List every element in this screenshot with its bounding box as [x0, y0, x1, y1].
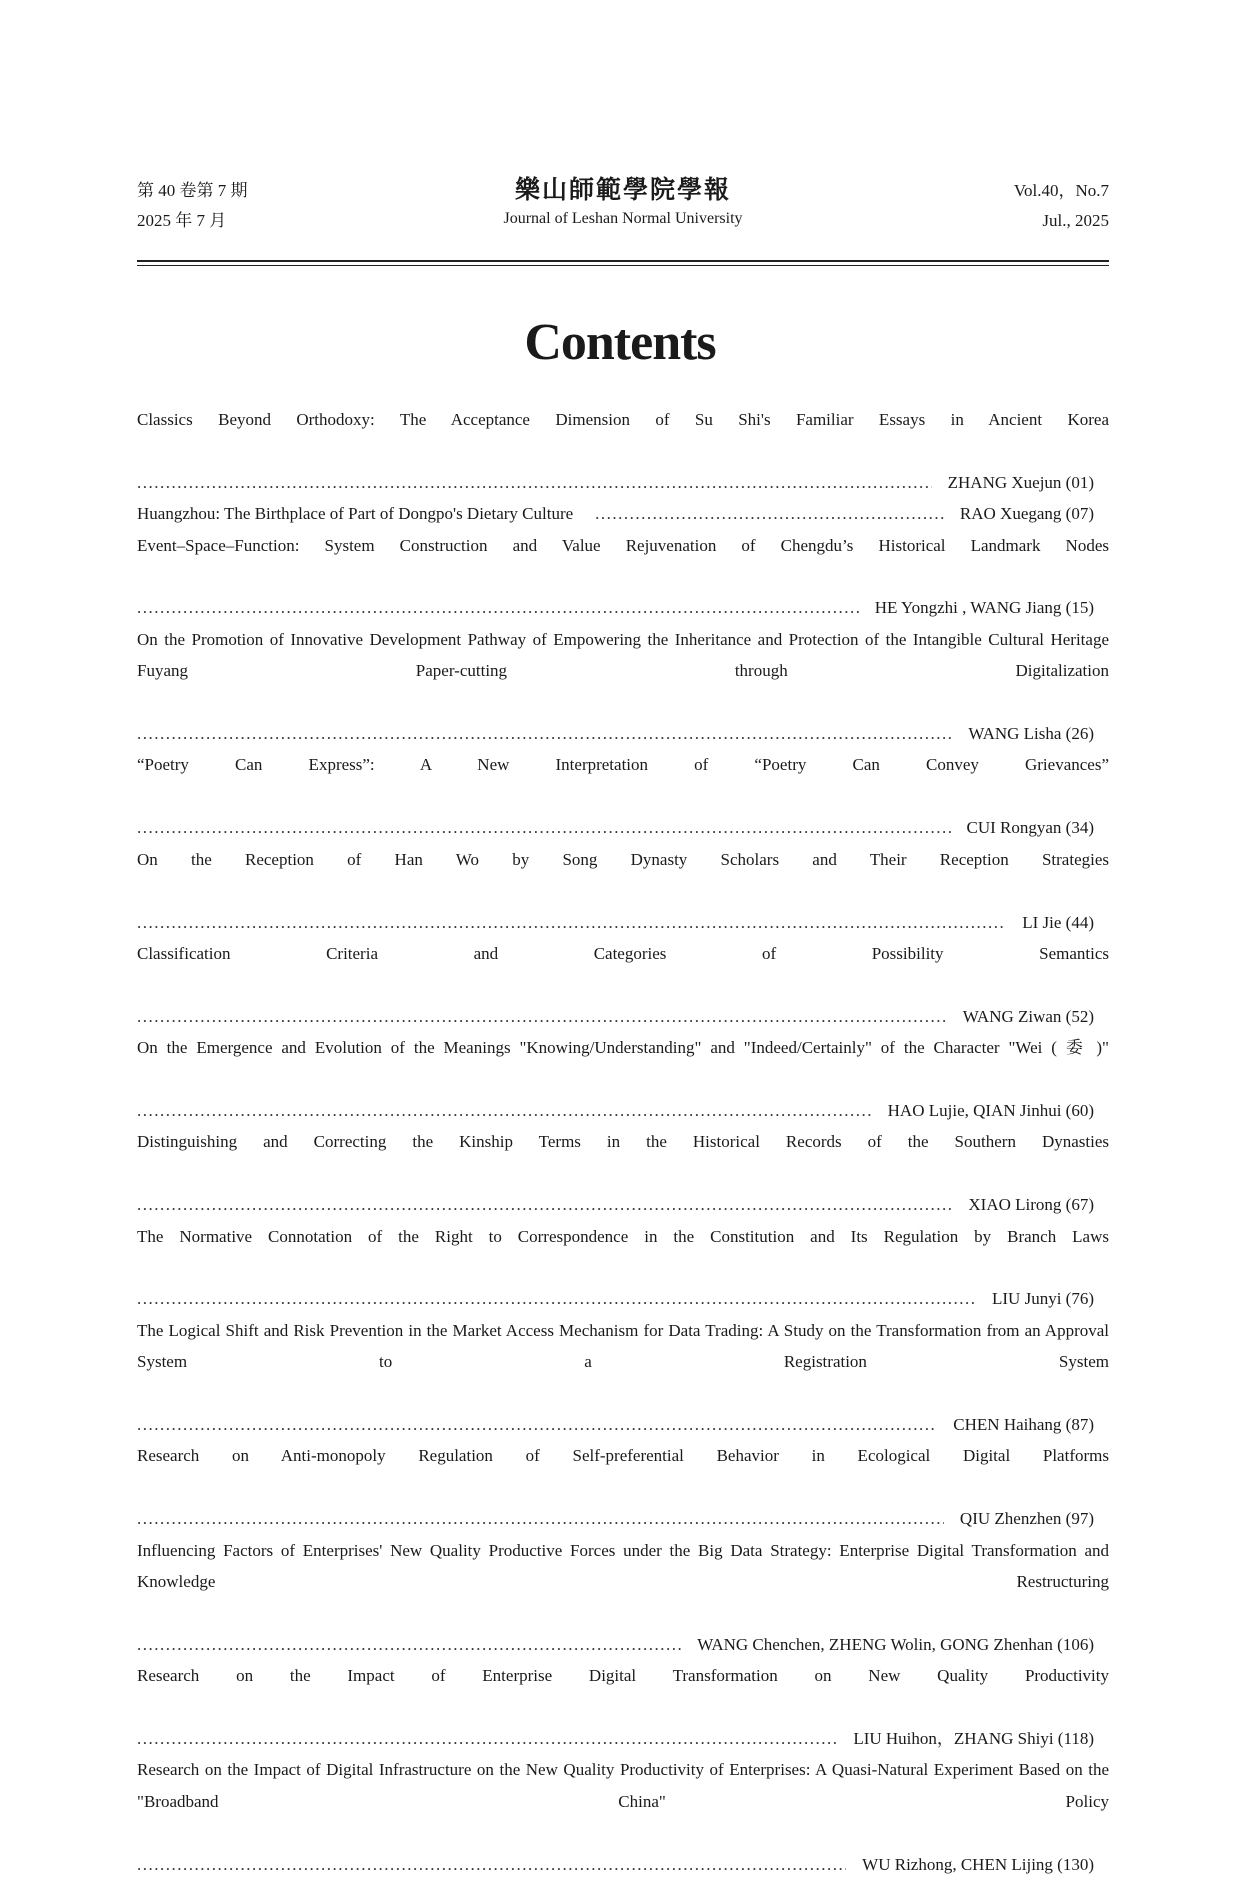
article-page: (67): [1065, 1195, 1094, 1215]
article-author: LI Jie: [1022, 912, 1062, 932]
article-page: (106): [1057, 1634, 1094, 1654]
article-title[interactable]: Classification Criteria and Categories of Possibility Semantics: [137, 943, 1109, 963]
article-title[interactable]: Distinguishing and Correcting the Kinship Terms in the Historical Records of the Southern Dynasties: [137, 1132, 1109, 1152]
toc-entry: [137, 938, 1109, 1032]
author-pages: [951, 812, 1095, 843]
toc-entry: [137, 1221, 1109, 1315]
article-author: WANG Lisha: [968, 724, 1062, 744]
header-rule-thin: [137, 265, 1109, 266]
toc-leader: [137, 1189, 1094, 1220]
article-title[interactable]: Classics Beyond Orthodoxy: The Acceptance Dimension of Su Shi's Familiar Essays in Ancient Korea: [137, 410, 1109, 429]
toc-entry: [137, 749, 1109, 843]
article-page: (130): [1057, 1854, 1094, 1874]
toc-entry: [137, 1440, 1109, 1534]
author-pages: [846, 1849, 1094, 1880]
dot-leader: [137, 1283, 976, 1314]
dot-leader: [137, 718, 952, 749]
article-page: (26): [1065, 724, 1094, 744]
article-page: (07): [1065, 504, 1094, 524]
toc-leader: [137, 718, 1094, 749]
article-author: WANG Ziwan: [962, 1006, 1062, 1026]
article-title[interactable]: The Normative Connotation of the Right to Correspondence in the Constitution and Its Regulation by Branch Laws: [137, 1226, 1109, 1246]
article-author: WANG Chenchen, ZHENG Wolin, GONG Zhenhan: [697, 1634, 1053, 1654]
toc-entry: [137, 1535, 1109, 1661]
dot-leader: [595, 498, 944, 529]
article-page: (118): [1057, 1729, 1094, 1749]
article-author: RAO Xuegang: [959, 504, 1062, 524]
journal-header: [137, 176, 1109, 246]
date-cn: 2025 年 7 月: [137, 211, 227, 230]
dot-leader: [137, 1503, 944, 1534]
article-author: WU Rizhong, CHEN Lijing: [862, 1854, 1053, 1874]
article-page: (60): [1065, 1100, 1094, 1120]
article-title[interactable]: “Poetry Can Express”: A New Interpretation of “Poetry Can Convey Grievances”: [137, 755, 1109, 775]
article-author: HE Yongzhi , WANG Jiang: [874, 598, 1062, 618]
article-page: (01): [1065, 472, 1094, 492]
volume-cn: 第 40 卷第 7 期: [137, 181, 248, 200]
toc-leader: [137, 1001, 1094, 1032]
toc-entry: [137, 498, 1109, 529]
table-of-contents: [137, 404, 1109, 1880]
author-pages: [837, 1723, 1094, 1754]
article-page: (44): [1065, 912, 1094, 932]
article-author: HAO Lujie, QIAN Jinhui: [887, 1100, 1062, 1120]
toc-leader: [137, 812, 1094, 843]
dot-leader: [137, 1629, 681, 1660]
article-title[interactable]: Event–Space–Function: System Construction and Value Rejuvenation of Chengdu’s Historical Landmark Nodes: [137, 535, 1109, 555]
toc-leader: [137, 467, 1094, 498]
article-page: (15): [1065, 598, 1094, 618]
dot-leader: [137, 812, 951, 843]
toc-leader: [137, 1723, 1094, 1754]
toc-leader: [137, 1849, 1094, 1880]
author-pages: [859, 592, 1094, 623]
article-title[interactable]: Research on the Impact of Enterprise Digital Transformation on New Quality Productivity: [137, 1666, 1109, 1686]
author-pages: [1006, 907, 1094, 938]
toc-entry: [137, 1660, 1109, 1754]
author-pages: [944, 1503, 1094, 1534]
author-pages: [947, 1001, 1094, 1032]
toc-entry: [137, 1315, 1109, 1441]
dot-leader: [137, 1189, 952, 1220]
toc-entry: [137, 1126, 1109, 1220]
dot-leader: [137, 1409, 937, 1440]
author-pages: [932, 467, 1094, 498]
dot-leader: [137, 1723, 837, 1754]
article-author: ZHANG Xuejun: [947, 472, 1062, 492]
author-pages: [952, 718, 1094, 749]
article-page: (87): [1065, 1415, 1094, 1434]
dot-leader: [137, 907, 1006, 938]
dot-leader: [137, 592, 859, 623]
toc-leader: [137, 592, 1094, 623]
author-pages: [944, 498, 1094, 529]
article-title[interactable]: Research on Anti-monopoly Regulation of Self-preferential Behavior in Ecological Digital Platforms: [137, 1446, 1109, 1466]
toc-leader: [137, 1095, 1094, 1126]
article-author: CUI Rongyan: [966, 818, 1062, 838]
article-author: LIU Junyi: [992, 1289, 1062, 1309]
article-title[interactable]: Research on the Impact of Digital Infrastructure on the New Quality Productivity of Enterprises: A Quasi-Natural Experiment Based on the "Broadband China" Policy: [137, 1760, 1109, 1811]
dot-leader: [137, 1849, 846, 1880]
article-title[interactable]: On the Promotion of Innovative Development Pathway of Empowering the Inheritance and Protection of the Intangible Cultural Heritage Fuyang Paper-cutting through Digitalization: [137, 629, 1109, 681]
author-pages: [681, 1629, 1094, 1660]
header-rule-thick: [137, 260, 1109, 262]
article-author: XIAO Lirong: [968, 1195, 1062, 1215]
article-page: (76): [1065, 1289, 1094, 1309]
article-author: LIU Huihon，ZHANG Shiyi: [853, 1729, 1054, 1749]
toc-entry: [137, 530, 1109, 624]
journal-masthead-cn: 樂山師範學院學報: [514, 177, 731, 204]
author-pages: [872, 1095, 1094, 1126]
author-pages: [952, 1189, 1094, 1220]
article-title[interactable]: On the Emergence and Evolution of the Meanings "Knowing/Understanding" and "Indeed/Certainly" of the Character "Wei ( 委 )": [137, 1038, 1109, 1058]
header-right: [1014, 176, 1109, 236]
toc-leader: [137, 1409, 1094, 1440]
toc-leader: [137, 498, 1094, 529]
toc-leader: [137, 907, 1094, 938]
toc-entry: [137, 404, 1109, 498]
toc-entry: [137, 844, 1109, 938]
article-title[interactable]: On the Reception of Han Wo by Song Dynasty Scholars and Their Reception Strategies: [137, 849, 1109, 869]
dot-leader: [137, 1095, 872, 1126]
dot-leader: [137, 467, 932, 498]
author-pages: [976, 1283, 1094, 1314]
article-author: QIU Zhenzhen: [959, 1509, 1062, 1529]
toc-entry: [137, 1032, 1109, 1126]
header-center: [137, 176, 1109, 232]
article-author: CHEN Haihang: [953, 1415, 1062, 1434]
toc-leader: [137, 1503, 1094, 1534]
toc-entry: [137, 1754, 1109, 1880]
page-title: Contents: [524, 314, 716, 371]
toc-entry: [137, 624, 1109, 750]
toc-leader: [137, 1629, 1094, 1660]
dot-leader: [137, 1001, 947, 1032]
article-page: (34): [1065, 818, 1094, 838]
article-title[interactable]: The Logical Shift and Risk Prevention in the Market Access Mechanism for Data Trading: A Study on the Transformation from an Approval System to a Registration System: [137, 1320, 1109, 1372]
article-title[interactable]: Influencing Factors of Enterprises' New Quality Productive Forces under the Big Data Strategy: Enterprise Digital Transformation and Knowledge Restructuring: [137, 1540, 1109, 1592]
journal-name-en: Journal of Leshan Normal University: [503, 210, 743, 227]
volume-en: Vol.40，No.7: [1013, 181, 1109, 200]
article-title[interactable]: Huangzhou: The Birthplace of Part of Dongpo's Dietary Culture: [137, 504, 574, 524]
author-pages: [937, 1409, 1094, 1440]
article-page: (52): [1065, 1006, 1094, 1026]
toc-leader: [137, 1283, 1094, 1314]
article-page: (97): [1065, 1509, 1094, 1529]
date-en: Jul., 2025: [1042, 211, 1109, 230]
